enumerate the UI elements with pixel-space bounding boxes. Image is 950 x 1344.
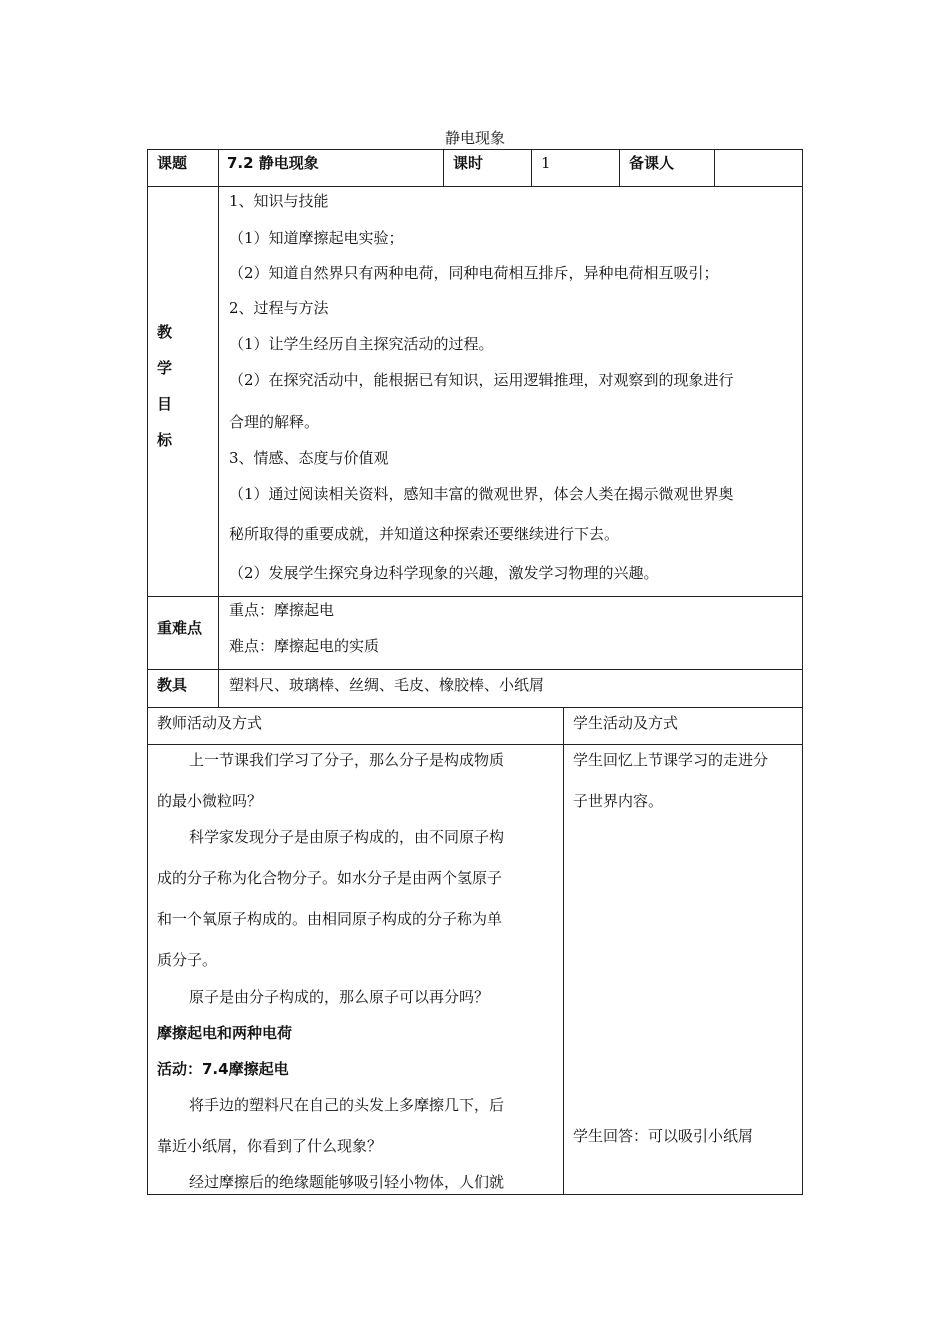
objective-line: 3、情感、态度与价值观: [229, 449, 389, 467]
teacher-line: 经过摩擦后的绝缘题能够吸引轻小物体，人们就: [189, 1173, 505, 1191]
row-divider: [147, 186, 803, 187]
teacher-line: 将手边的塑料尺在自己的头发上多摩擦几下，后: [189, 1096, 505, 1114]
topic-label: 课题: [157, 154, 188, 172]
objectives-label-char: 目: [157, 395, 173, 413]
objective-line: （1）通过阅读相关资料，感知丰富的微观世界，体会人类在揭示微观世界奥: [229, 485, 734, 503]
objective-line: （2）在探究活动中，能根据已有知识，运用逻辑推理，对观察到的现象进行: [229, 371, 734, 389]
teacher-line: 的最小微粒吗？: [157, 792, 263, 810]
col-divider: [218, 149, 219, 707]
teacher-line: 靠近小纸屑，你看到了什么现象？: [157, 1137, 383, 1155]
objective-line: 秘所取得的重要成就，并知道这种探索还要继续进行下去。: [229, 525, 620, 543]
student-activity-header: 学生活动及方式: [573, 714, 679, 732]
key-points-label: 重难点: [157, 619, 203, 637]
student-line: 子世界内容。: [573, 792, 664, 810]
activity-heading: 活动：7.4摩擦起电: [157, 1060, 289, 1078]
document-title: 静电现象: [444, 129, 505, 147]
row-divider: [147, 744, 803, 745]
objective-line: （2）知道自然界只有两种电荷，同种电荷相互排斥，异种电荷相互吸引；: [229, 264, 719, 282]
col-divider: [619, 149, 620, 186]
col-divider: [531, 149, 532, 186]
objectives-label-char: 教: [157, 323, 173, 341]
objective-line: （1）让学生经历自主探究活动的过程。: [229, 335, 494, 353]
student-line: 学生回答：可以吸引小纸屑: [573, 1127, 754, 1145]
objective-line: 合理的解释。: [229, 413, 320, 431]
objective-line: 2、过程与方法: [229, 299, 329, 317]
objective-line: （1）知道摩擦起电实验；: [229, 229, 404, 247]
student-line: 学生回忆上节课学习的走进分: [573, 751, 769, 769]
key-focus: 重点：摩擦起电: [229, 601, 335, 619]
teacher-line: 原子是由分子构成的，那么原子可以再分吗？: [189, 988, 490, 1006]
objectives-label-char: 学: [157, 359, 173, 377]
teacher-line: 科学家发现分子是由原子构成的，由不同原子构: [189, 828, 505, 846]
teacher-line: 和一个氧原子构成的。由相同原子构成的分子称为单: [157, 910, 503, 928]
teacher-line: 质分子。: [157, 951, 218, 969]
preparer-label: 备课人: [629, 154, 675, 172]
row-divider: [147, 669, 803, 670]
topic-value: 7.2 静电现象: [227, 154, 319, 172]
hours-label: 课时: [453, 154, 484, 172]
objectives-label-char: 标: [157, 431, 173, 449]
section-heading: 摩擦起电和两种电荷: [157, 1024, 293, 1042]
teacher-activity-header: 教师活动及方式: [157, 714, 263, 732]
teacher-line: 成的分子称为化合物分子。如水分子是由两个氢原子: [157, 869, 503, 887]
col-divider: [714, 149, 715, 186]
objective-line: 1、知识与技能: [229, 192, 329, 210]
row-divider: [147, 707, 803, 708]
tools-label: 教具: [157, 676, 188, 694]
hours-value: 1: [541, 154, 551, 172]
row-divider: [147, 596, 803, 597]
teacher-line: 上一节课我们学习了分子，那么分子是构成物质: [189, 751, 505, 769]
col-divider: [563, 707, 564, 1195]
tools-value: 塑料尺、玻璃棒、丝绸、毛皮、橡胶棒、小纸屑: [229, 676, 545, 694]
col-divider: [443, 149, 444, 186]
objective-line: （2）发展学生探究身边科学现象的兴趣，激发学习物理的兴趣。: [229, 564, 659, 582]
key-difficulty: 难点：摩擦起电的实质: [229, 637, 380, 655]
